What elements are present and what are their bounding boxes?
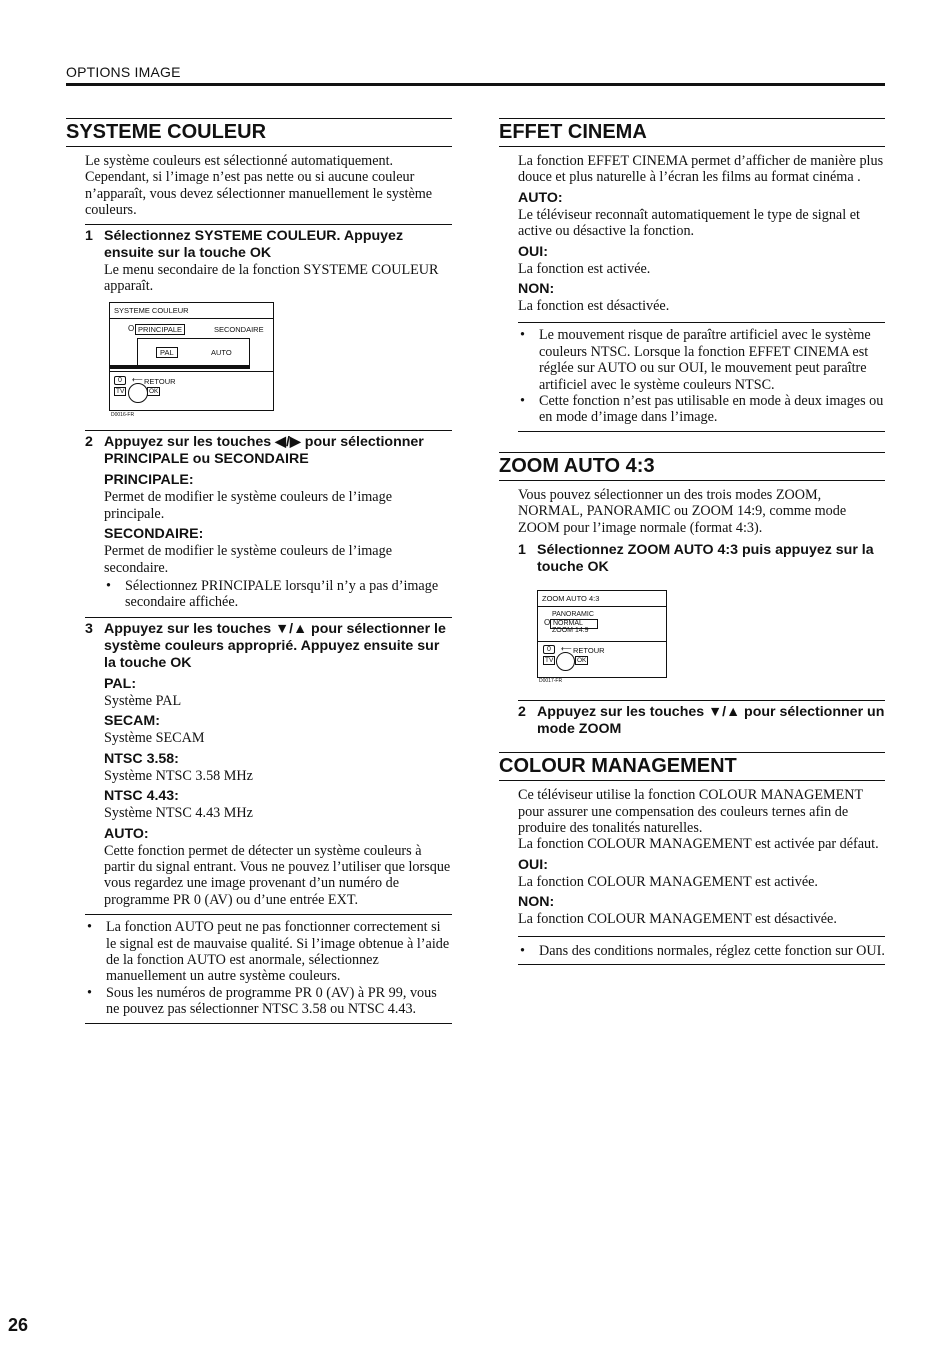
menu-title: ZOOM AUTO 4:3 (542, 594, 600, 604)
section-title-systeme-couleur: SYSTEME COULEUR (66, 118, 452, 147)
menu-option-principale: PRINCIPALE (135, 324, 185, 335)
menu-value-box (137, 338, 250, 366)
cinema-auto-label: AUTO: (518, 189, 563, 206)
zoom-intro: Vous pouvez sélectionner un des trois modes ZOOM, NORMAL, PANORAMIC ou ZOOM 14:9, comme mode ZOOM pour l’image normale (format 4:3). (518, 486, 847, 536)
list-item: • Sélectionnez PRINCIPALE lorsqu’il n’y a pas d’image secondaire affichée. (104, 578, 452, 611)
cinema-auto-text: Le téléviseur reconnaît automatiquement le type de signal et active ou désactive la fonction. (518, 206, 860, 240)
list-item: • La fonction AUTO peut ne pas fonctionner correctement si le signal est de mauvaise qualité. Si l’image obtenue à l’aide de la fonction AUTO est anormale, sélectionnez manuellement un autre système couleurs. (85, 919, 452, 985)
step-text: Sélectionnez ZOOM AUTO 4:3 puis appuyez sur la touche OK (537, 542, 874, 576)
back-arrow-icon: ⟵ (561, 644, 572, 654)
list-item: • Dans des conditions normales, réglez cette fonction sur OUI. (520, 942, 885, 959)
zero-key-icon: 0 (543, 645, 555, 654)
menu-item-normal: NORMAL (550, 619, 598, 629)
menu-title: SYSTEME COULEUR (114, 306, 189, 316)
ntsc358-label: NTSC 3.58: (104, 750, 179, 767)
auto-label: AUTO: (104, 825, 149, 842)
divider (85, 1023, 452, 1024)
secondaire-label: SECONDAIRE: (104, 526, 204, 543)
right-column (499, 118, 885, 965)
bullet-text: Sélectionnez PRINCIPALE lorsqu’il n’y a pas d’image secondaire affichée. (125, 578, 439, 611)
section-title-effet-cinema: EFFET CINEMA (499, 118, 885, 147)
ntsc443-text: Système NTSC 4.43 MHz (104, 805, 253, 822)
menu-back-label: RETOUR (144, 377, 176, 387)
note-text: La fonction AUTO peut ne pas fonctionner correctement si le signal est de mauvaise qualité. Si l’image obtenue à l’aide de la fonction AUTO est anormale, sélectionnez manuellement un autre système couleurs. (106, 919, 450, 985)
divider (518, 431, 885, 432)
divider (518, 322, 885, 323)
menu-back-label: RETOUR (573, 646, 605, 656)
colour-intro-1: Ce téléviseur utilise la fonction COLOUR MANAGEMENT pour assurer une compensation des couleurs ternes afin de produire des tonalités naturelles. (518, 787, 863, 836)
zero-key-icon: 0 (114, 376, 126, 385)
ok-key-icon: OK (149, 388, 159, 396)
step-number: 3 (85, 620, 93, 637)
note-text: Le mouvement risque de paraître artificiel avec le système couleurs NTSC. Lorsque la fonction EFFET CINEMA est réglée sur AUTO ou sur OUI, le mouvement peut paraître artificiel avec le système couleurs NTSC. (539, 327, 871, 393)
cinema-oui-label: OUI: (518, 243, 548, 260)
figure-code: D0016-FR (111, 412, 135, 419)
step-text: Appuyez sur les touches ◀/▶ pour sélectionner PRINCIPALE ou SECONDAIRE (104, 434, 424, 468)
cinema-non-text: La fonction est désactivée. (518, 298, 670, 315)
ntsc443-label: NTSC 4.43: (104, 788, 179, 805)
divider (518, 936, 885, 937)
divider (85, 914, 452, 915)
menu-value-pal: PAL (156, 347, 178, 358)
list-item: • Cette fonction n’est pas utilisable en mode à deux images ou en mode d’image dans l’image. (520, 393, 884, 426)
note-text: Cette fonction n’est pas utilisable en mode à deux images ou en mode d’image dans l’image. (539, 393, 884, 426)
list-item: • Sous les numéros de programme PR 0 (AV) à PR 99, vous ne pouvez pas sélectionner NTSC 3.58 ou NTSC 4.43. (85, 985, 452, 1018)
page-header-section: OPTIONS IMAGE (66, 64, 181, 80)
tv-key-icon: TV (116, 388, 125, 396)
principale-label: PRINCIPALE: (104, 472, 194, 489)
left-column (66, 118, 452, 1024)
divider (85, 430, 452, 431)
section-title-zoom-auto: ZOOM AUTO 4:3 (499, 452, 885, 481)
auto-text: Cette fonction permet de détecter un système couleurs à partir du signal entrant. Vous ne pouvez l’utiliser que lorsque vous regardez une image provenant d’un numéro de programme PR 0 (AV) ou d’une entrée EXT. (104, 842, 451, 908)
principale-text: Permet de modifier le système couleurs de l’image principale. (104, 489, 392, 522)
step-text: Appuyez sur les touches ▼/▲ pour sélectionner le système couleurs approprié. Appuyez ensuite sur la touche OK (104, 620, 446, 671)
menu-item-zoom149: ZOOM 14:9 (552, 627, 589, 635)
secam-label: SECAM: (104, 713, 160, 730)
pal-text: Système PAL (104, 692, 182, 709)
secam-text: Système SECAM (104, 730, 205, 747)
ok-key-icon: OK (577, 657, 587, 665)
divider (85, 617, 452, 618)
step-2 (518, 704, 885, 738)
divider (518, 964, 885, 965)
step-1-desc: Le menu secondaire de la fonction SYSTEME COULEUR apparaît. (104, 261, 439, 295)
step-1 (518, 542, 885, 576)
menu-item-panoramic: PANORAMIC (552, 611, 594, 619)
secondaire-text: Permet de modifier le système couleurs de l’image secondaire. (104, 543, 392, 576)
list-item: • Le mouvement risque de paraître artificiel avec le système couleurs NTSC. Lorsque la fonction EFFET CINEMA est réglée sur AUTO ou sur OUI, le mouvement peut paraître artificiel avec le système couleurs NTSC. (518, 327, 885, 393)
menu-radio-icon: O (128, 324, 135, 334)
figure-code: D0017-FR (539, 678, 563, 685)
cinema-intro: La fonction EFFET CINEMA permet d’afficher de manière plus douce et plus naturelle à l’écran les films au format cinéma . (518, 153, 884, 186)
colour-oui-text: La fonction COLOUR MANAGEMENT est activée. (518, 873, 818, 890)
ntsc358-text: Système NTSC 3.58 MHz (104, 767, 253, 784)
note-text: Sous les numéros de programme PR 0 (AV) à PR 99, vous ne pouvez pas sélectionner NTSC 3.58 ou NTSC 4.43. (106, 984, 437, 1018)
step-text: Sélectionnez SYSTEME COULEUR. Appuyez ensuite sur la touche OK (104, 227, 404, 261)
step-number: 1 (518, 542, 526, 559)
step-1 (85, 228, 452, 262)
step-3 (85, 621, 452, 672)
step-number: 2 (518, 704, 526, 721)
header-rule (66, 83, 885, 86)
note-text: Dans des conditions normales, réglez cette fonction sur OUI. (539, 942, 885, 959)
divider (85, 224, 452, 225)
colour-intro-2: La fonction COLOUR MANAGEMENT est activée par défaut. (518, 836, 879, 853)
step-number: 1 (85, 227, 93, 244)
zoom-auto-menu (537, 590, 667, 678)
step-2 (85, 434, 452, 468)
menu-value-auto: AUTO (211, 348, 232, 358)
back-arrow-icon: ⟵ (132, 375, 143, 385)
page-number: 26 (8, 1315, 29, 1335)
menu-radio-icon: O (544, 618, 551, 628)
systeme-couleur-menu (109, 302, 274, 411)
step-number: 2 (85, 434, 93, 451)
pal-label: PAL: (104, 675, 137, 692)
tv-key-icon: TV (545, 657, 554, 665)
step-text: Appuyez sur les touches ▼/▲ pour sélectionner un mode ZOOM (537, 704, 885, 738)
colour-non-text: La fonction COLOUR MANAGEMENT est désactivée. (518, 911, 837, 928)
divider (518, 700, 885, 701)
menu-option-secondaire: SECONDAIRE (214, 325, 264, 335)
dpad-icon (128, 383, 148, 403)
cinema-non-label: NON: (518, 281, 555, 298)
cinema-oui-text: La fonction est activée. (518, 260, 651, 277)
section-title-colour-management: COLOUR MANAGEMENT (499, 752, 885, 781)
colour-oui-label: OUI: (518, 856, 548, 873)
systeme-couleur-intro: Le système couleurs est sélectionné automatiquement. Cependant, si l’image n’est pas nette ou si aucune couleur n’apparaît, vous devez sélectionner manuellement le système couleurs. (85, 153, 433, 219)
dpad-icon (556, 652, 575, 671)
colour-non-label: NON: (518, 894, 555, 911)
